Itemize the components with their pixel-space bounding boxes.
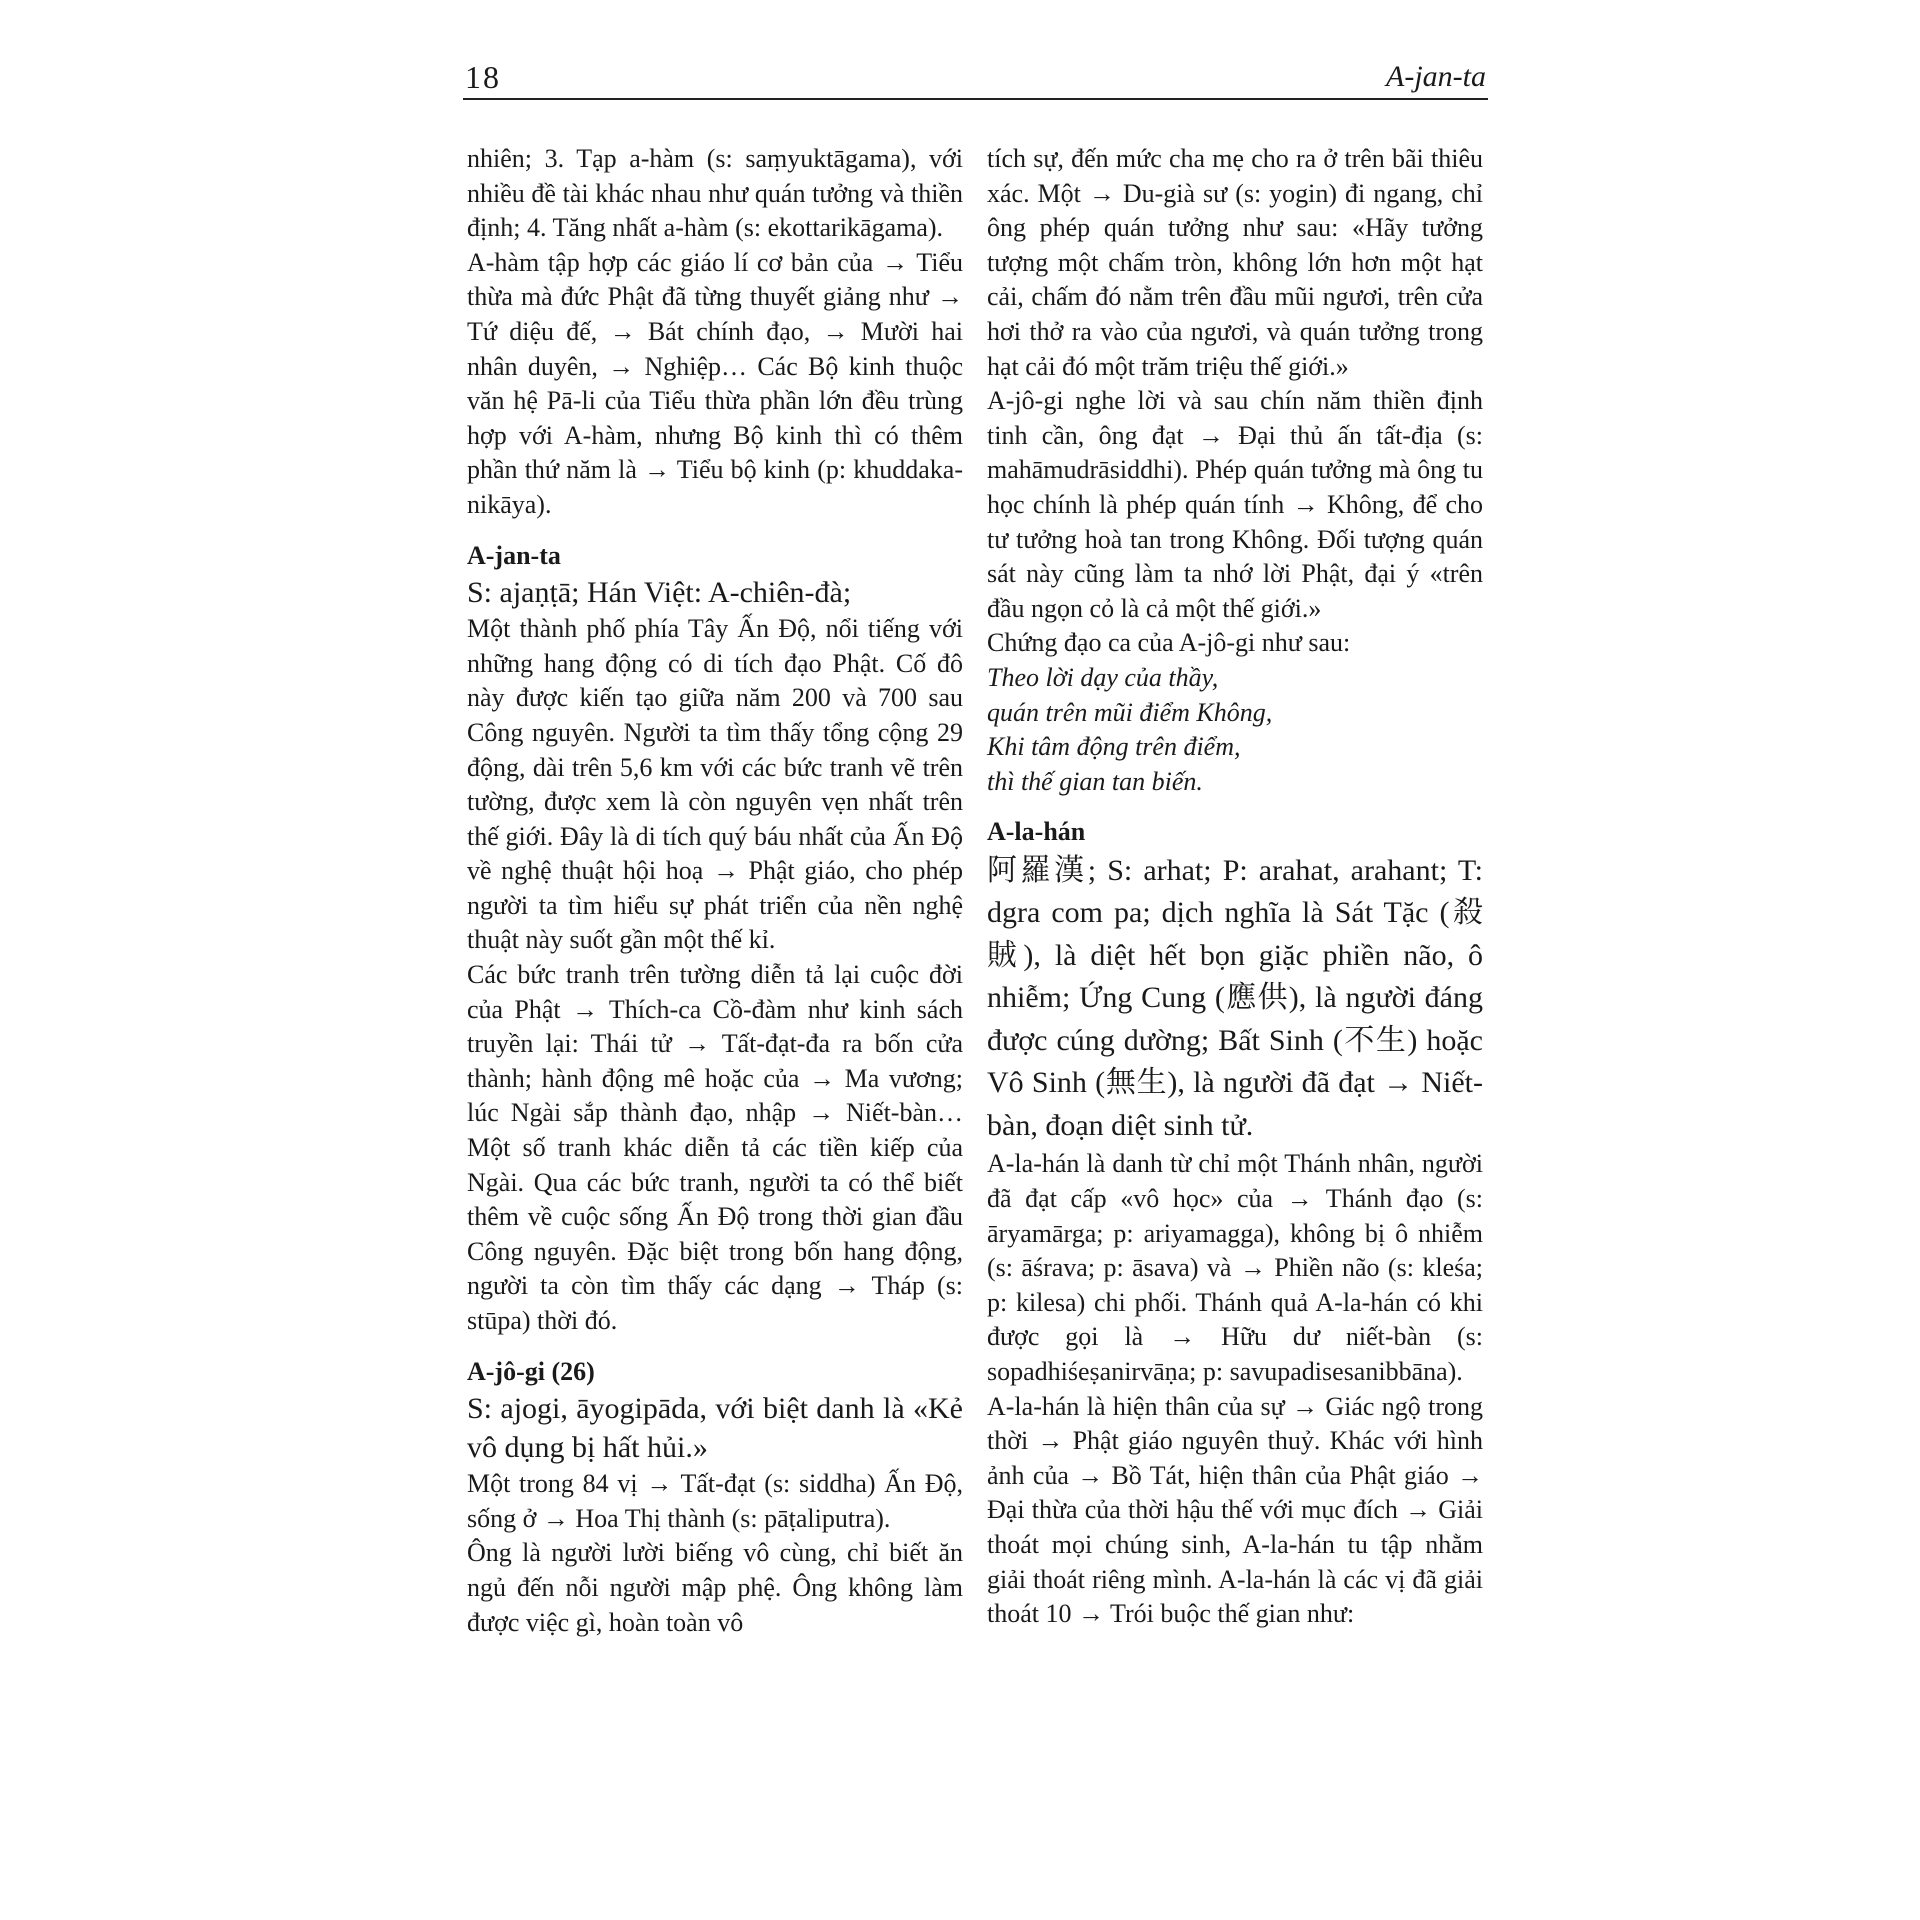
ajogi-paragraph-2: Ông là người lười biếng vô cùng, chỉ biết ăn ngủ đến nỗi người mập phệ. Ông không làm được việc gì, hoàn toàn vô (467, 1538, 963, 1637)
verse-line: thì thế gian tan biến. (987, 766, 1203, 796)
alahan-paragraph-2: A-la-hán là hiện thân của sự → Giác ngộ trong thời → Phật giáo nguyên thuỷ. Khác với hình ảnh của → Bồ Tát, hiện thân của Phật giáo → Đại thừa của thời hậu thế với mục đích → Giải thoát mọi chúng sinh, A-la-hán tu tập nhằm giải thoát riêng mình. A-la-hán là các vị đã giải thoát 10 → Trói buộc thế gian như: (987, 1391, 1483, 1629)
ajogi-paragraph-4: A-jô-gi nghe lời và sau chín năm thiền định tinh cần, ông đạt → Đại thủ ấn tất-địa (s: mahāmudrāsiddhi). Phép quán tưởng mà ông tu học chính là phép quán tính → Không, để cho tư tưởng hoà tan trong Không. Đối tượng quán sát này cũng làm ta nhớ lời Phật, đại ý «trên đầu ngọn cỏ là cả một thế giới.» (987, 386, 1483, 623)
ajogi-song-intro: Chứng đạo ca của A-jô-gi như sau: (987, 628, 1351, 658)
paragraph-aham-end: nhiên; 3. Tạp a-hàm (s: saṃyuktāgama), với nhiều đề tài khác nhau như quán tưởng và thiền định; 4. Tăng nhất a-hàm (s: ekottarikāgama). (467, 144, 963, 243)
ajanta-paragraph-1: Một thành phố phía Tây Ấn Độ, nổi tiếng với những hang động có di tích đạo Phật. Cố đô này được kiến tạo giữa năm 200 và 700 sau Công nguyên. Người ta tìm thấy tổng cộng 29 động, dài trên 5,6 km với các bức tranh vẽ trên tường, được xem là còn nguyên vẹn nhất trên thế giới. Đây là di tích quý báu nhất của Ấn Độ về nghệ thuật hội hoạ → Phật giáo, cho phép người ta tìm hiểu sự phát triển của nền nghệ thuật này suốt gần một thế kỉ. (467, 614, 963, 955)
alahan-etymology: 阿羅漢; S: arhat; P: arahat, arahant; T: dgra com pa; dịch nghĩa là Sát Tặc (殺賊), là diệt hết bọn giặc phiền não, ô nhiễm; Ứng Cung (應供), là người đáng được cúng dường; Bất Sinh (不生) hoặc Vô Sinh (無生), là người đã đạt → Niết-bàn, đoạn diệt sinh tử. (987, 853, 1483, 1142)
running-head: A-jan-ta (1386, 60, 1486, 93)
headword-ajanta: A-jan-ta (467, 540, 561, 570)
page-number: 18 (465, 59, 501, 95)
headword-ajogi: A-jô-gi (26) (467, 1356, 595, 1386)
ajanta-paragraph-2: Các bức tranh trên tường diễn tả lại cuộc đời của Phật → Thích-ca Cồ-đàm như kinh sách truyền lại: Thái tử → Tất-đạt-đa ra bốn cửa thành; hành động mê hoặc của → Ma vương; lúc Ngài sắp thành đạo, nhập → Niết-bàn… Một số tranh khác diễn tả các tiền kiếp của Ngài. Qua các bức tranh, người ta có thể biết thêm về cuộc sống Ấn Độ trong thời gian đầu Công nguyên. Đặc biệt trong bốn hang động, người ta còn tìm thấy các dạng → Tháp (s: stūpa) thời đó. (467, 960, 963, 1335)
verse-line: Khi tâm động trên điểm, (987, 732, 1241, 762)
ajogi-etymology: S: ajogi, āyogipāda, với biệt danh là «Kẻ vô dụng bị hất hủi.» (467, 1392, 963, 1465)
alahan-paragraph-1: A-la-hán là danh từ chỉ một Thánh nhân, người đã đạt cấp «vô học» của → Thánh đạo (s: āryamārga; p: ariyamagga), không bị ô nhiễm (s: āśrava; p: āsava) và → Phiền não (s: kleśa; p: kilesa) chi phối. Thánh quả A-la-hán có khi được gọi là → Hữu dư niết-bàn (s: sopadhiśeṣanirvāṇa; p: savupadisesanibbāna). (987, 1149, 1483, 1386)
verse-line: quán trên mũi điểm Không, (987, 697, 1273, 727)
headword-alahan: A-la-hán (987, 817, 1086, 847)
verse-line: Theo lời dạy của thầy, (987, 662, 1219, 692)
ajogi-paragraph-3: tích sự, đến mức cha mẹ cho ra ở trên bãi thiêu xác. Một → Du-già sư (s: yogin) đi ngang, chỉ ông phép quán tưởng như sau: «Hãy tưởng tượng một chấm tròn, không lớn hơn một hạt cải, chấm đó nằm trên đầu mũi ngươi, trên cửa hơi thở ra vào của ngươi, và quán tưởng trong hạt cải đó một trăm triệu thế giới.» (987, 144, 1483, 381)
ajanta-etymology: S: ajaṇṭā; Hán Việt: A-chiên-đà; (467, 576, 852, 610)
verse (987, 661, 1483, 799)
paragraph-aham-summary: A-hàm tập hợp các giáo lí cơ bản của → Tiểu thừa mà đức Phật đã từng thuyết giảng như → Tứ diệu đế, → Bát chính đạo, → Mười hai nhân duyên, → Nghiệp… Các Bộ kinh thuộc văn hệ Pā-li của Tiểu thừa phần lớn đều trùng hợp với A-hàm, nhưng Bộ kinh thì có thêm phần thứ năm là → Tiểu bộ kinh (p: khuddaka-nikāya). (467, 247, 963, 519)
left-column (467, 142, 963, 1640)
ajogi-paragraph-1: Một trong 84 vị → Tất-đạt (s: siddha) Ấn Độ, sống ở → Hoa Thị thành (s: pāṭaliputra). (467, 1469, 963, 1533)
page-header (463, 58, 1488, 100)
right-column (987, 142, 1483, 1632)
